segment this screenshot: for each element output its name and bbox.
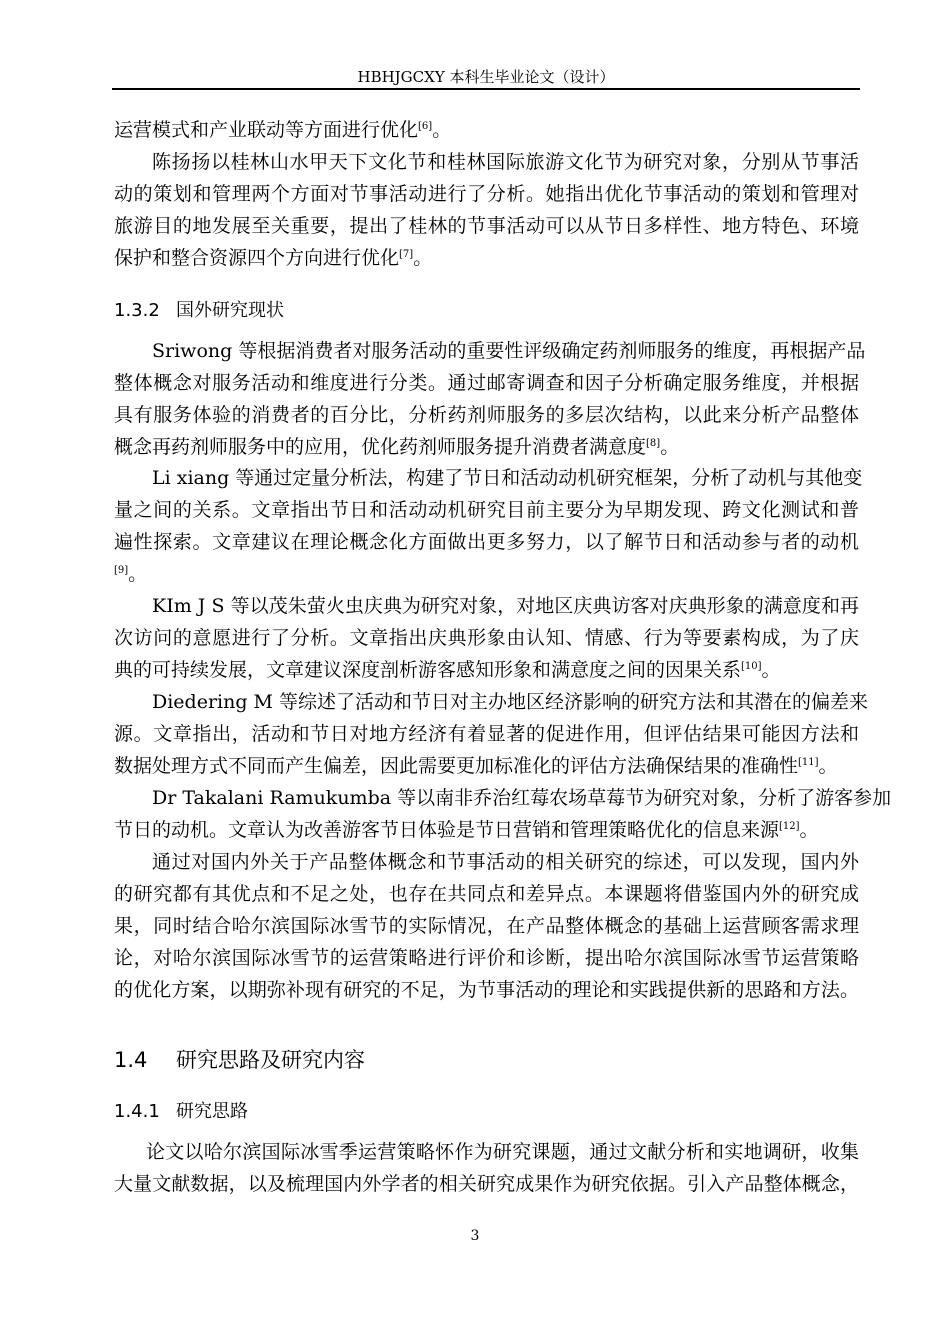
text-line: Li xiang 等通过定量分析法，构建了节日和活动动机研究框架，分析了动机与其他变	[152, 467, 863, 489]
citation: [11]	[798, 757, 819, 768]
paragraph-summary	[114, 846, 859, 1006]
text-line	[114, 558, 859, 590]
text: 。	[413, 247, 433, 269]
text-line: 果，同时结合哈尔滨国际冰雪节的实际情况，在产品整体概念的基础上运营顾客需求理	[114, 915, 859, 937]
text-line: 论文以哈尔滨国际冰雪季运营策略怀作为研究课题，通过文献分析和实地调研，收集	[146, 1141, 859, 1163]
text: 保护和整合资源四个方向进行优化	[114, 247, 400, 269]
paragraph-diedering	[114, 686, 869, 782]
heading-title: 国外研究现状	[176, 300, 284, 321]
paragraph-li-xiang	[114, 462, 863, 590]
heading-number: 1.4.1	[114, 1101, 160, 1122]
text-line: 旅游目的地发展至关重要，提出了桂林的节事活动可以从节日多样性、地方特色、环境	[114, 215, 859, 237]
text-line: KIm J S 等以茂朱萤火虫庆典为研究对象，对地区庆典访客对庆典形象的满意度和再	[152, 595, 859, 617]
paragraph-research-approach	[114, 1136, 859, 1200]
heading-number: 1.3.2	[114, 300, 160, 321]
paragraph-kim	[114, 590, 859, 686]
text-line	[114, 750, 859, 782]
paragraph-sriwong	[114, 335, 866, 463]
text: 运营模式和产业联动等方面进行优化	[114, 119, 419, 141]
header-rule	[112, 88, 860, 90]
text-line: 动的策划和管理两个方面对节事活动进行了分析。她指出优化节事活动的策划和管理对	[114, 183, 859, 205]
citation: [10]	[741, 661, 762, 672]
text-line	[114, 654, 859, 686]
text-line	[114, 431, 859, 463]
text-line: 源。文章指出，活动和节日对地方经济有着显著的促进作用，但评估结果可能因方法和	[114, 723, 859, 745]
text: 节日的动机。文章认为改善游客节日体验是节日营销和管理策略优化的信息来源	[114, 819, 780, 841]
heading-1-4-1	[114, 1097, 859, 1123]
text-line: Diedering M 等综述了活动和节日对主办地区经济影响的研究方法和其潜在的偏差来	[152, 691, 869, 713]
text: 。	[799, 819, 819, 841]
citation: [7]	[399, 249, 414, 260]
text-line: 量之间的关系。文章指出节日和活动动机研究目前主要分为早期发现、跨文化测试和普	[114, 499, 859, 521]
text: 。	[660, 436, 680, 458]
page-header: HBHJGCXY 本科生毕业论文（设计）	[357, 68, 615, 86]
text: 概念再药剂师服务中的应用，优化药剂师服务提升消费者满意度	[114, 436, 647, 458]
text-line: 的优化方案，以期弥补现有研究的不足，为节事活动的理论和实践提供新的思路和方法。	[114, 979, 859, 1001]
citation: [6]	[418, 121, 433, 132]
citation: [8]	[646, 438, 661, 449]
paragraph-continuation	[114, 114, 859, 146]
heading-title: 研究思路	[176, 1101, 248, 1122]
heading-title: 研究思路及研究内容	[176, 1048, 365, 1072]
text: 数据处理方式不同而产生偏差，因此需要更加标准化的评估方法确保结果的准确性	[114, 755, 799, 777]
citation: [12]	[779, 821, 800, 832]
text-line: Sriwong 等根据消费者对服务活动的重要性评级确定药剂师服务的维度，再根据产品	[152, 340, 866, 362]
heading-1-4	[114, 1044, 859, 1074]
text-line: 整体概念对服务活动和维度进行分类。通过邮寄调查和因子分析确定服务维度，并根据	[114, 372, 859, 394]
text: 典的可持续发展，文章建议深度剖析游客感知形象和满意度之间的因果关系	[114, 659, 742, 681]
text-line: 论，对哈尔滨国际冰雪节的运营策略进行评价和诊断，提出哈尔滨国际冰雪节运营策略	[114, 947, 859, 969]
text-line: 具有服务体验的消费者的百分比，分析药剂师服务的多层次结构，以此来分析产品整体	[114, 404, 859, 426]
text-line	[114, 114, 859, 146]
text-line: Dr Takalani Ramukumba 等以南非乔治红莓农场草莓节为研究对象，分析了游客参加	[152, 787, 892, 809]
heading-number: 1.4	[114, 1048, 148, 1072]
citation: [9]	[114, 565, 129, 576]
text-line: 通过对国内外关于产品整体概念和节事活动的相关研究的综述，可以发现，国内外	[152, 851, 859, 873]
text-line: 的研究都有其优点和不足之处，也存在共同点和差异点。本课题将借鉴国内外的研究成	[114, 883, 859, 905]
page-number: 3	[470, 1228, 480, 1244]
text-line: 次访问的意愿进行了分析。文章指出庆典形象由认知、情感、行为等要素构成，为了庆	[114, 627, 859, 649]
text: 。	[818, 755, 838, 777]
heading-1-3-2	[114, 296, 859, 322]
text: 。	[128, 563, 148, 585]
text-line: 陈扬扬以桂林山水甲天下文化节和桂林国际旅游文化节为研究对象，分别从节事活	[152, 151, 859, 173]
paragraph-chen	[114, 146, 859, 274]
text-line: 大量文献数据，以及梳理国内外学者的相关研究成果作为研究依据。引入产品整体概念，	[114, 1173, 859, 1195]
paragraph-ramukumba	[114, 782, 892, 846]
text-line	[114, 814, 859, 846]
text: 。	[761, 659, 781, 681]
text-line	[114, 242, 859, 274]
text-line: 遍性探索。文章建议在理论概念化方面做出更多努力，以了解节日和活动参与者的动机	[114, 531, 859, 553]
text: 。	[432, 119, 452, 141]
